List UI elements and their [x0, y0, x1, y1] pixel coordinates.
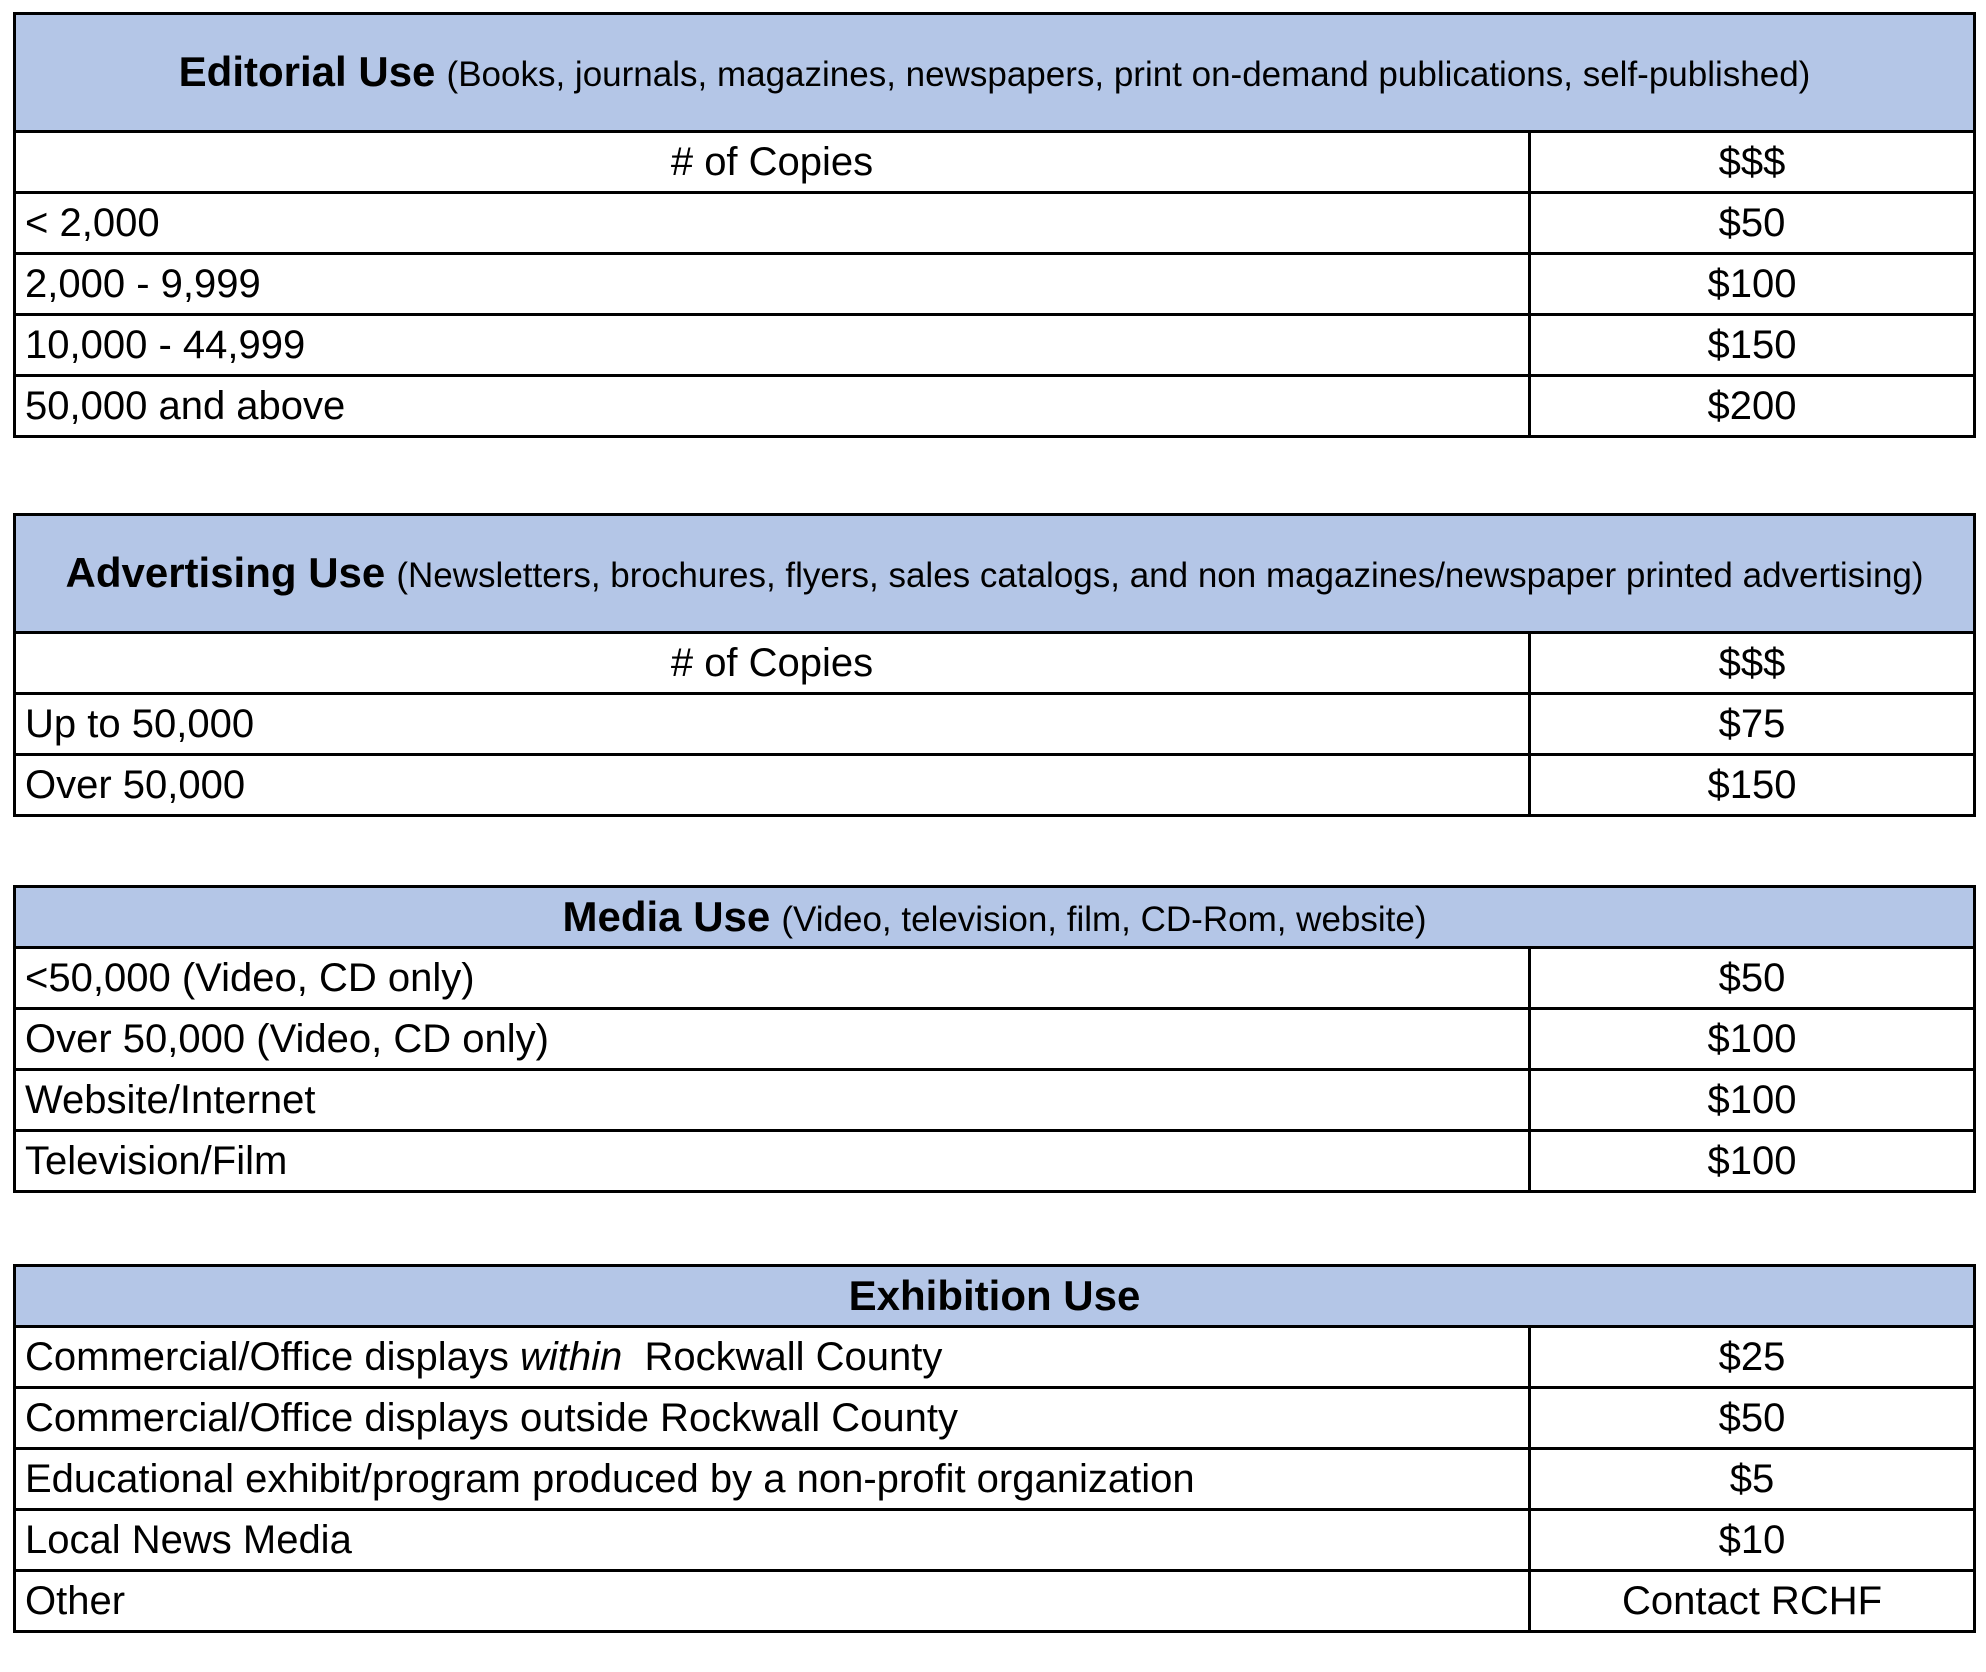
exhibition-title-cell [15, 1266, 1975, 1327]
advertising-title-cell [15, 515, 1975, 633]
row-price: $25 [1530, 1327, 1975, 1388]
editorial-title-cell [15, 14, 1975, 132]
row-label: Over 50,000 [15, 755, 1530, 816]
row-label [15, 1327, 1530, 1388]
row-label: Over 50,000 (Video, CD only) [15, 1009, 1530, 1070]
advertising-title: Advertising Use [65, 549, 386, 597]
row-price: $100 [1530, 1009, 1975, 1070]
exhibition-title-row [15, 1266, 1975, 1327]
editorial-title: Editorial Use [178, 48, 436, 96]
editorial-header-row [15, 132, 1975, 193]
row-price: $50 [1530, 1388, 1975, 1449]
row-label: Educational exhibit/program produced by a non-profit organization [15, 1449, 1530, 1510]
table-row [15, 254, 1975, 315]
table-row [15, 1388, 1975, 1449]
editorial-title-row [15, 14, 1975, 132]
media-use-table [13, 885, 1976, 1193]
advertising-col-price: $$$ [1530, 633, 1975, 694]
editorial-col-price: $$$ [1530, 132, 1975, 193]
editorial-subtitle: (Books, journals, magazines, newspapers, print on-demand publications, self-published) [446, 55, 1811, 95]
row-label: Website/Internet [15, 1070, 1530, 1131]
table-row [15, 1131, 1975, 1192]
media-title: Media Use [562, 892, 771, 940]
advertising-title-row [15, 515, 1975, 633]
exhibition-title: Exhibition Use [848, 1271, 1141, 1319]
table-row [15, 376, 1975, 437]
row-label: <50,000 (Video, CD only) [15, 948, 1530, 1009]
row-price: $75 [1530, 694, 1975, 755]
row-label-end: Rockwall County [622, 1335, 943, 1379]
table-row [15, 1571, 1975, 1632]
row-label: 10,000 - 44,999 [15, 315, 1530, 376]
row-label: Commercial/Office displays outside Rockwall County [15, 1388, 1530, 1449]
table-row [15, 948, 1975, 1009]
row-price: $50 [1530, 193, 1975, 254]
row-label: Up to 50,000 [15, 694, 1530, 755]
row-label: Television/Film [15, 1131, 1530, 1192]
row-label: 50,000 and above [15, 376, 1530, 437]
table-row [15, 1070, 1975, 1131]
table-row [15, 315, 1975, 376]
table-row [15, 1449, 1975, 1510]
row-label: < 2,000 [15, 193, 1530, 254]
row-label-start: Commercial/Office displays [25, 1335, 520, 1379]
table-row [15, 1009, 1975, 1070]
row-price: $150 [1530, 755, 1975, 816]
advertising-subtitle: (Newsletters, brochures, flyers, sales catalogs, and non magazines/newspaper printed advertising) [396, 556, 1924, 596]
row-price: $100 [1530, 1070, 1975, 1131]
table-row [15, 755, 1975, 816]
editorial-use-table [13, 12, 1976, 438]
row-price: $10 [1530, 1510, 1975, 1571]
table-row [15, 694, 1975, 755]
exhibition-use-table [13, 1264, 1976, 1633]
row-price: $50 [1530, 948, 1975, 1009]
advertising-col-copies: # of Copies [15, 633, 1530, 694]
row-label: 2,000 - 9,999 [15, 254, 1530, 315]
table-row [15, 1510, 1975, 1571]
row-price: Contact RCHF [1530, 1571, 1975, 1632]
row-price: $100 [1530, 1131, 1975, 1192]
media-title-row [15, 887, 1975, 948]
editorial-col-copies: # of Copies [15, 132, 1530, 193]
table-row [15, 1327, 1975, 1388]
row-label: Local News Media [15, 1510, 1530, 1571]
row-price: $100 [1530, 254, 1975, 315]
media-subtitle: (Video, television, film, CD-Rom, website) [781, 899, 1427, 939]
row-label: Other [15, 1571, 1530, 1632]
row-price: $200 [1530, 376, 1975, 437]
row-label-italic: within [519, 1335, 623, 1379]
table-row [15, 193, 1975, 254]
media-title-cell [15, 887, 1975, 948]
advertising-header-row [15, 633, 1975, 694]
row-price: $150 [1530, 315, 1975, 376]
advertising-use-table [13, 513, 1976, 817]
row-price: $5 [1530, 1449, 1975, 1510]
